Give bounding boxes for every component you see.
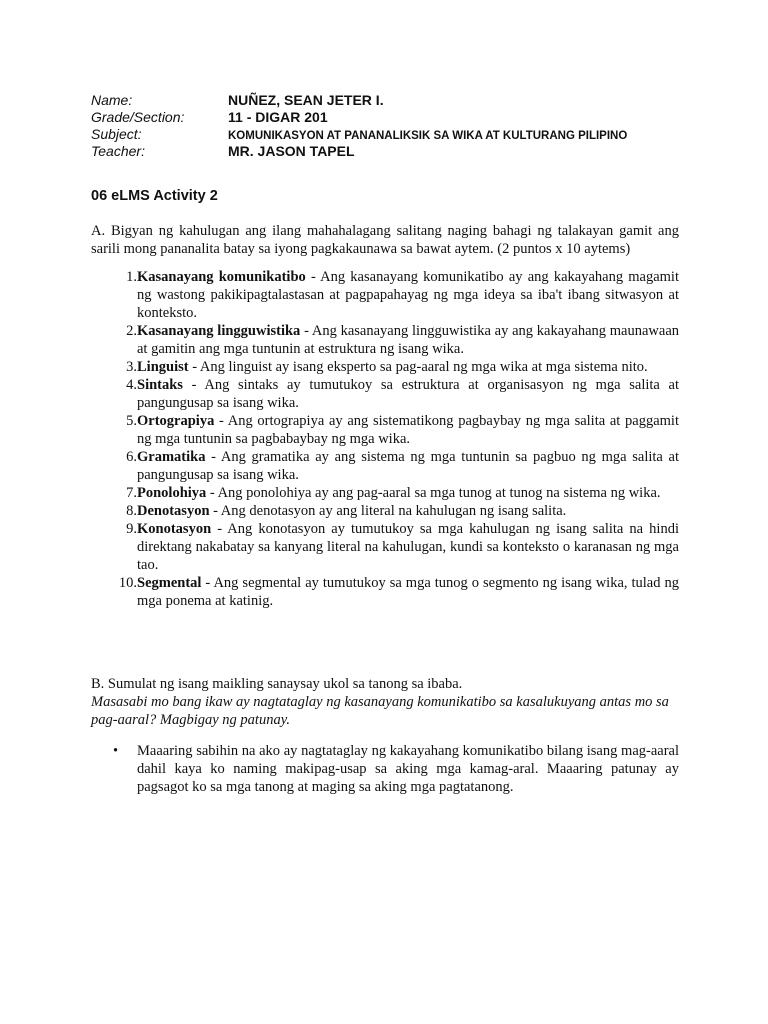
- section-b-question: Masasabi mo bang ikaw ay nagtataglay ng kasanayang komunikatibo sa kasalukuyang antas mo sa pag-aaral? Magbigay ng patunay.: [91, 694, 669, 728]
- list-item: [91, 376, 679, 412]
- section-b-answer: [91, 742, 679, 796]
- subject-value: KOMUNIKASYON AT PANANALIKSIK SA WIKA AT KULTURANG PILIPINO: [228, 130, 628, 142]
- list-item: [91, 358, 679, 376]
- item-definition: - Ang ortograpiya ay ang sistematikong pagbaybay ng mga salita at paggamit ng mga tuntunin sa pagbabaybay ng mga wika.: [137, 413, 679, 447]
- teacher-label: Teacher:: [91, 143, 145, 159]
- item-definition: - Ang gramatika ay ang sistema ng mga tuntunin sa pagbuo ng mga salita at pangungusap sa isang wika.: [137, 449, 679, 483]
- item-term: Linguist: [137, 359, 189, 375]
- item-term: Denotasyon: [137, 503, 210, 519]
- item-term: Ponolohiya: [137, 485, 207, 501]
- item-definition: - Ang kasanayang komunikatibo ay ang kakayahang magamit ng wastong pakikipagtalastasan at pagpapahayag ng mga ideya sa iba't ibang sitwasyon at konteksto.: [137, 269, 679, 321]
- item-term: Gramatika: [137, 449, 206, 465]
- subject-label: Subject:: [91, 126, 142, 142]
- item-number: 4.: [126, 377, 137, 393]
- list-item: [91, 520, 679, 574]
- item-number: 6.: [126, 449, 137, 465]
- item-definition: - Ang linguist ay isang eksperto sa pag-aaral ng mga wika at mga sistema nito.: [188, 359, 648, 375]
- list-item: [91, 502, 679, 520]
- item-term: Kasanayang komunikatibo: [137, 269, 306, 285]
- item-definition: - Ang konotasyon ay tumutukoy sa mga kahulugan ng isang salita na hindi direktang nakabatay sa kanyang literal na kahulugan, kundi sa konteksto o karanasan ng mga tao.: [137, 521, 679, 573]
- list-item: [91, 322, 679, 358]
- item-term: Segmental: [137, 575, 202, 591]
- list-item: [91, 574, 679, 610]
- item-number: 8.: [126, 503, 137, 519]
- item-term: Sintaks: [137, 377, 183, 393]
- name-label: Name:: [91, 92, 133, 108]
- grade-row: [91, 109, 627, 126]
- item-definition: - Ang denotasyon ay ang literal na kahulugan ng isang salita.: [209, 503, 567, 519]
- teacher-value: MR. JASON TAPEL: [228, 143, 355, 159]
- item-number: 9.: [126, 521, 137, 537]
- item-definition: - Ang ponolohiya ay ang pag-aaral sa mga tunog at tunog na sistema ng wika.: [206, 485, 661, 501]
- definition-list: [91, 268, 679, 610]
- item-number: 5.: [126, 413, 137, 429]
- grade-value: 11 - DIGAR 201: [228, 109, 328, 125]
- item-definition: - Ang kasanayang lingguwistika ay ang kakayahang maunawaan at gamitin ang mga tuntunin at estruktura ng isang wika.: [137, 323, 679, 357]
- item-number: 10.: [118, 575, 137, 591]
- section-b-instructions: B. Sumulat ng isang maikling sanaysay ukol sa tanong sa ibaba.: [91, 676, 463, 692]
- item-definition: - Ang segmental ay tumutukoy sa mga tunog o segmento ng isang wika, tulad ng mga ponema at katinig.: [137, 575, 679, 609]
- item-term: Kasanayang lingguwistika: [137, 323, 301, 339]
- grade-label: Grade/Section:: [91, 109, 185, 125]
- activity-title: 06 eLMS Activity 2: [91, 188, 218, 204]
- document-header: [91, 92, 627, 160]
- answer-text: Maaaring sabihin na ako ay nagtataglay ng kakayahang komunikatibo bilang isang mag-aaral dahil kaya ko naming makipag-usap sa aking mga kamag-aral. Maaaring patunay ay pagsagot ko sa mga tanong at maging sa aking mga pagtatanong.: [137, 743, 679, 795]
- teacher-row: [91, 143, 627, 160]
- list-item: [91, 484, 679, 502]
- subject-row: [91, 126, 627, 143]
- list-item: [91, 268, 679, 322]
- item-term: Ortograpiya: [137, 413, 215, 429]
- name-value: NUÑEZ, SEAN JETER I.: [228, 92, 384, 108]
- bullet-icon: •: [113, 743, 119, 759]
- section-b: [91, 675, 679, 729]
- name-row: [91, 92, 627, 109]
- item-term: Konotasyon: [137, 521, 212, 537]
- item-number: 7.: [126, 485, 137, 501]
- list-item: [91, 412, 679, 448]
- item-definition: - Ang sintaks ay tumutukoy sa estruktura at organisasyon ng mga salita at pangungusap sa isang wika.: [137, 377, 679, 411]
- list-item: [91, 448, 679, 484]
- item-number: 2.: [126, 323, 137, 339]
- item-number: 1.: [126, 269, 137, 285]
- section-a-instructions: A. Bigyan ng kahulugan ang ilang mahahalagang salitang naging bahagi ng talakayan gamit ang sarili mong pananalita batay sa iyong pagkakaunawa sa bawat aytem. (2 puntos x 10 aytems): [91, 223, 679, 257]
- item-number: 3.: [126, 359, 137, 375]
